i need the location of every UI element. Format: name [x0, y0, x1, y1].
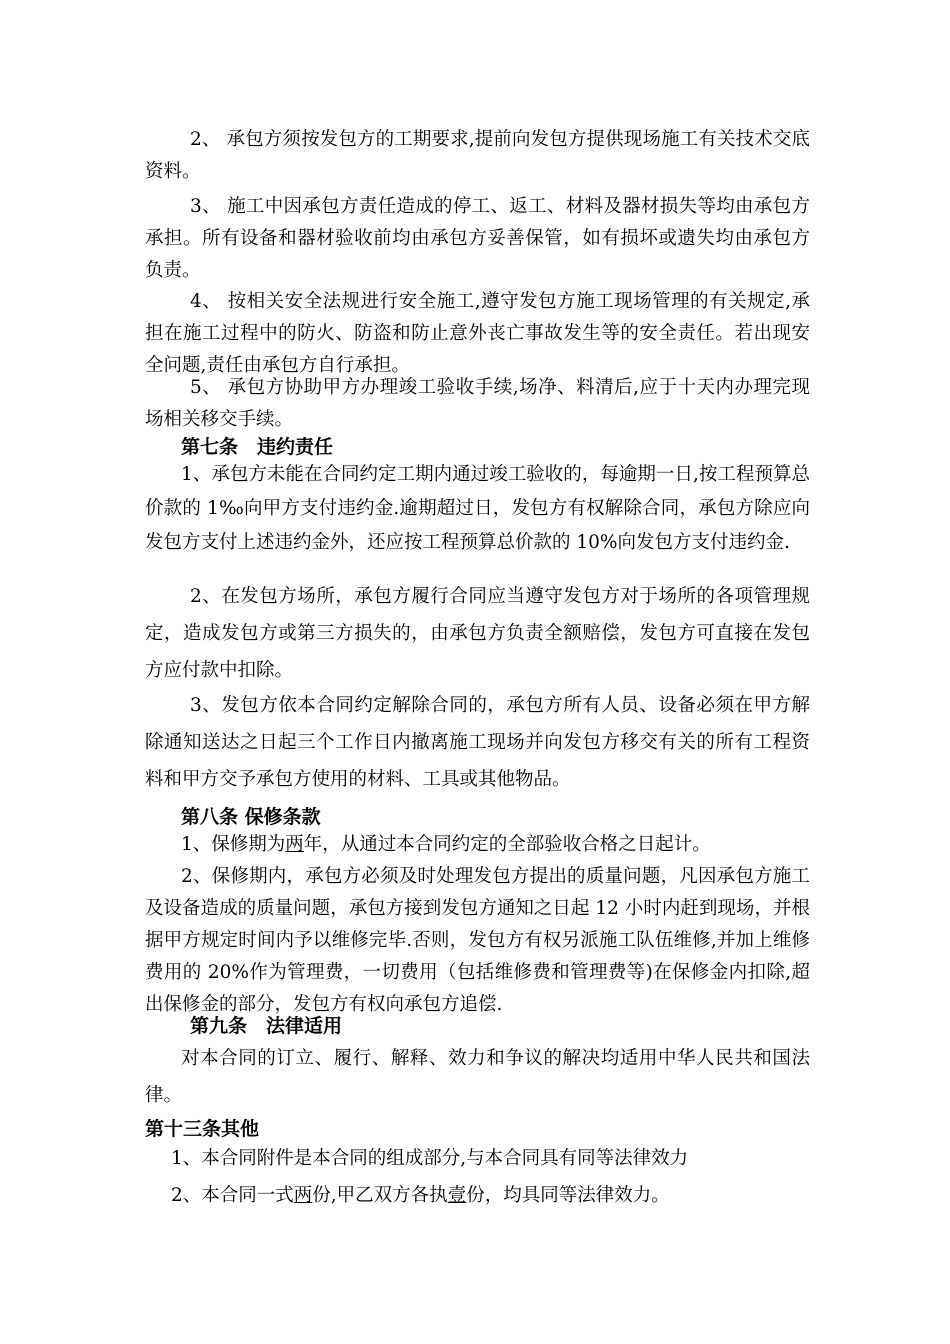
article-13-clause-2-text-end: 份，均具同等法律效力。	[466, 1185, 670, 1206]
article-13-clause-2-text: 2、本合同一式	[171, 1185, 294, 1206]
article-13-clause-1: 1、本合同附件是本合同的组成部分,与本合同具有同等法律效力	[171, 1148, 689, 1169]
article-9-clause-1: 对本合同的订立、履行、解释、效力和争议的解决均适用中华人民共和国法律。	[145, 1048, 810, 1106]
article-7-clause-3: 3、发包方依本合同约定解除合同的，承包方所有人员、设备必须在甲方解除通知送达之日起三个工作日内撤离施工现场并向发包方移交有关的所有工程资料和甲方交予承包方使用的材料、工具或其他物品。	[145, 695, 810, 790]
article-13-clause-2	[145, 1177, 810, 1214]
article-13-clause-2-text-mid: 份,甲乙双方各执	[312, 1185, 448, 1206]
article-8-clause-1-text: 1、保修期为	[181, 834, 286, 855]
article-7-clause-1: 1、承包方未能在合同约定工期内通过竣工验收的，每逾期一日,按工程预算总价款的 1‰向甲方支付违约金.逾期超过日，发包方有权解除合同，承包方除应向发包方支付上述违约金外，还应按工程预算总价款的 10%向发包方支付违约金.	[145, 464, 810, 553]
article-7-clause-2: 2、在发包方场所，承包方履行合同应当遵守发包方对于场所的各项管理规定，造成发包方或第三方损失的，由承包方负责全额赔偿，发包方可直接在发包方应付款中扣除。	[145, 586, 810, 681]
article-13-heading: 第十三条其他	[145, 1118, 260, 1140]
article-7-heading: 第七条 违约责任	[181, 436, 334, 458]
clause-6-2: 2、 承包方须按发包方的工期要求,提前向发包方提供现场施工有关技术交底资料。	[145, 129, 810, 182]
clause-6-5: 5、 承包方协助甲方办理竣工验收手续,场净、料清后,应于十天内办理完现场相关移交手续。	[145, 377, 810, 430]
article-8-clause-1-text-end: 年，从通过本合同约定的全部验收合格之日起计。	[303, 834, 711, 855]
article-8-clause-1	[145, 829, 810, 861]
copies-count-underlined: 两	[293, 1185, 313, 1206]
copies-each-underlined: 壹	[447, 1185, 467, 1206]
article-8-heading: 第八条 保修条款	[181, 806, 321, 828]
warranty-years-underlined: 两	[285, 834, 304, 855]
article-9-heading: 第九条 法律适用	[190, 1015, 343, 1037]
clause-6-4: 4、 按相关安全法规进行安全施工,遵守发包方施工现场管理的有关规定,承担在施工过程中的防火、防盗和防止意外丧亡事故发生等的安全责任。若出现安全问题,责任由承包方自行承担。	[145, 291, 810, 376]
article-8-clause-2: 2、保修期内，承包方必须及时处理发包方提出的质量问题，凡因承包方施工及设备造成的质量问题，承包方接到发包方通知之日起 12 小时内赶到现场，并根据甲方规定时间内予以维修完毕.否则，发包方有权另派施工队伍维修,并加上维修费用的 20%作为管理费，一切费用（包括维修费和管理费等)在保修金内扣除,超出保修金的部分，发包方有权向承包方追偿.	[145, 866, 810, 1015]
clause-6-3: 3、 施工中因承包方责任造成的停工、返工、材料及器材损失等均由承包方承担。所有设备和器材验收前均由承包方妥善保管，如有损坏或遗失均由承包方负责。	[145, 196, 810, 281]
